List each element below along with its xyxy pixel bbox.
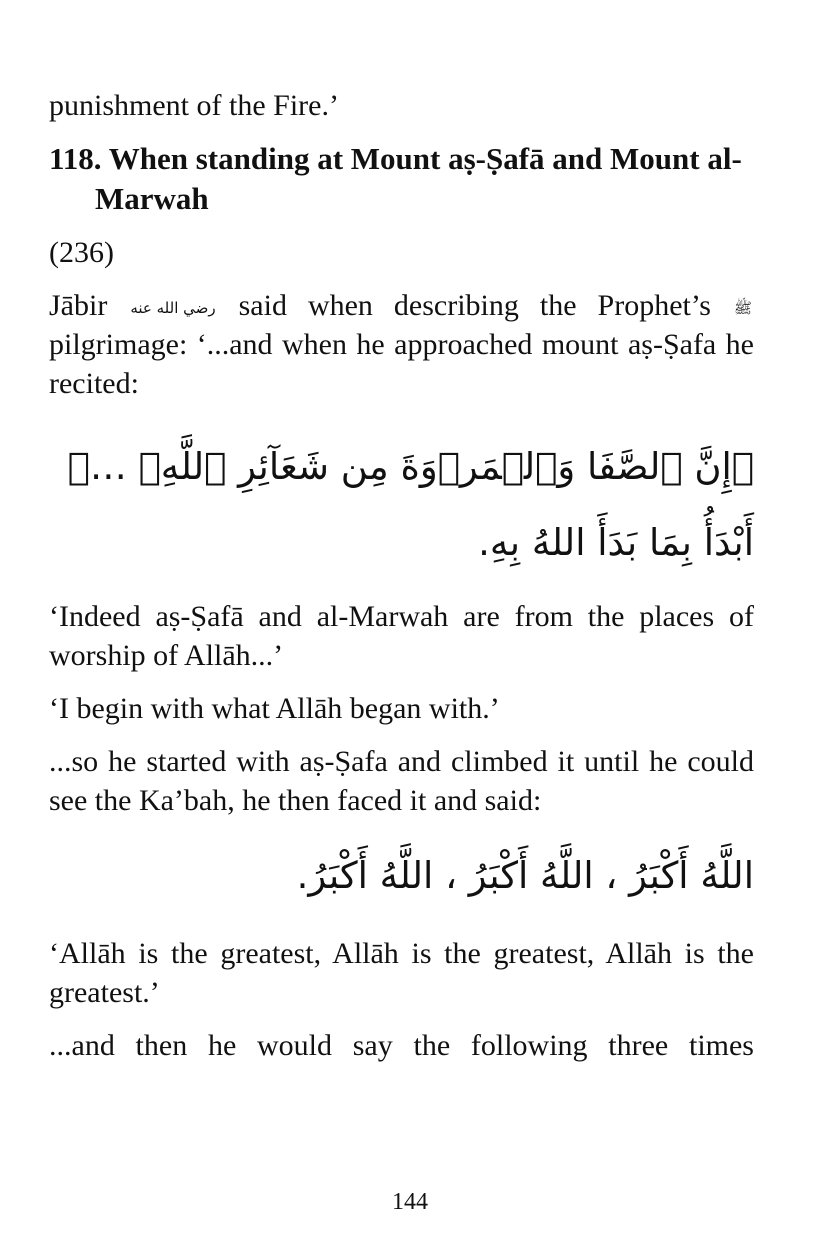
narrative-text-1: ...so he started with aṣ-Ṣafa and climbed it until he could see the Ka’bah, he then faced it and said: (49, 745, 754, 817)
narrator-name: Jābir (49, 289, 108, 322)
salawat-icon: ﷺ (733, 298, 752, 317)
hadith-number: (236) (49, 236, 114, 269)
arabic-verse: ﴿إِنَّ ٱلصَّفَا وَٱلۡمَرۡوَةَ مِن شَعَآئِرِ ٱللَّهِۖ …﴾ (67, 445, 754, 488)
page-number: 144 (392, 1189, 428, 1215)
intro-text-1: said when describing the Prophet’s (238, 289, 711, 322)
translation-takbir: ‘Allāh is the greatest, Allāh is the greatest, Allāh is the greatest.’ (49, 937, 754, 1009)
section-heading: 118. When standing at Mount aṣ-Ṣafā and Mount al-Marwah (49, 141, 742, 216)
hadith-intro (49, 286, 754, 403)
arabic-begin: أَبْدَأُ بِمَا بَدَأَ اللهُ بِهِ. (478, 521, 754, 564)
narrative-text-2: ...and then he would say the following three times (49, 1029, 754, 1062)
continuation-text: punishment of the Fire.’ (49, 89, 339, 122)
radiyallahu-anhu-icon: رضي الله عنه (130, 298, 216, 317)
page-content (49, 86, 754, 1065)
translation-begin: ‘I begin with what Allāh began with.’ (49, 692, 500, 725)
translation-verse: ‘Indeed aṣ-Ṣafā and al-Marwah are from the places of worship of Allāh...’ (49, 600, 754, 672)
intro-text-2: pilgrimage: ‘...and when he approached mount aṣ-Ṣafa he recited: (49, 328, 754, 400)
arabic-takbir: اللَّهُ أَكْبَرُ ، اللَّهُ أَكْبَرُ ، اللَّهُ أَكْبَرُ. (296, 854, 754, 897)
